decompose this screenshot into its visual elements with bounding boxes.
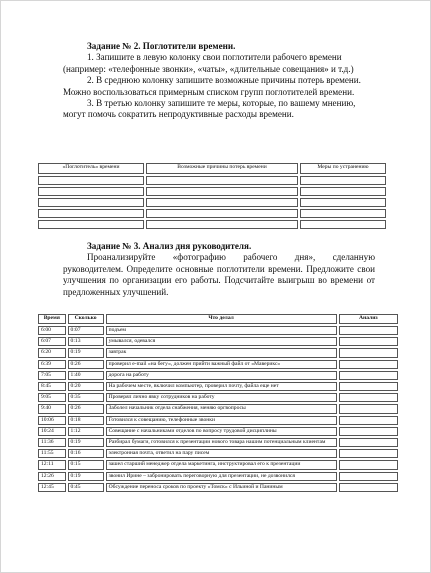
- table-row: [38, 460, 398, 469]
- duration-cell: 0:18: [68, 416, 104, 425]
- duration-cell: 0:13: [68, 337, 104, 346]
- duration-cell: 0:16: [68, 449, 104, 458]
- table-cell[interactable]: [146, 198, 298, 207]
- activity-cell: Заболел начальник отдела снабжения, меняю оргвопросы: [106, 404, 337, 413]
- header-analysis: Анализ: [339, 314, 398, 324]
- activity-cell: Готовился к совещанию, телефонные звонки: [106, 416, 337, 425]
- table-row: [38, 371, 398, 380]
- table-row: [38, 337, 398, 346]
- duration-cell: 0:20: [68, 382, 104, 391]
- time-cell: 9:05: [38, 393, 66, 402]
- table-row: [38, 483, 398, 492]
- table-row: [38, 393, 398, 402]
- duration-cell: 0:19: [68, 348, 104, 357]
- time-cell: 7:05: [38, 371, 66, 380]
- analysis-cell[interactable]: [339, 416, 398, 425]
- activity-cell: дорога на работу: [106, 371, 337, 380]
- task2-heading: Задание № 2. Поглотители времени.: [87, 41, 236, 51]
- activity-cell: проверил e-mail «на бегу», должен прийти важный файл от «Маверикс»: [106, 360, 337, 369]
- table-header-row: [38, 163, 386, 174]
- analysis-cell[interactable]: [339, 438, 398, 447]
- header-time-waster: «Поглотитель» времени: [38, 163, 144, 174]
- time-cell: 12:45: [38, 483, 66, 492]
- workday-analysis-table: [36, 312, 400, 494]
- table-row: [38, 176, 386, 185]
- duration-cell: 0:35: [68, 393, 104, 402]
- analysis-cell[interactable]: [339, 382, 398, 391]
- header-measures: Меры по устранению: [300, 163, 386, 174]
- analysis-cell[interactable]: [339, 472, 398, 481]
- table-row: [38, 438, 398, 447]
- time-cell: 10:06: [38, 416, 66, 425]
- task2-section: [63, 41, 375, 121]
- time-cell: 8:45: [38, 382, 66, 391]
- table-row: [38, 198, 386, 207]
- table-row: [38, 404, 398, 413]
- task2-paragraph-1: 1. Запишите в левую колонку свои поглотители рабочего времени (например: «телефонные звонки», «чаты», «длительные совещания» и т.д.): [63, 52, 354, 74]
- table-row: [38, 187, 386, 196]
- activity-cell: Проверял лично явку сотрудников на работу: [106, 393, 337, 402]
- header-causes: Возможные причины потерь времени: [146, 163, 298, 174]
- activity-cell: Обсуждение переноса сроков по проекту «Томск» с Ильиной и Паниным: [106, 483, 337, 492]
- table-cell[interactable]: [38, 209, 144, 218]
- analysis-cell[interactable]: [339, 404, 398, 413]
- task2-paragraph-3: 3. В третью колонку запишите те меры, которые, по вашему мнению, могут помочь сократить непродуктивные расходы времени.: [63, 98, 356, 120]
- analysis-cell[interactable]: [339, 483, 398, 492]
- table-cell[interactable]: [300, 198, 386, 207]
- duration-cell: 0:19: [68, 438, 104, 447]
- table-cell[interactable]: [146, 187, 298, 196]
- analysis-cell[interactable]: [339, 360, 398, 369]
- duration-cell: 0:19: [68, 472, 104, 481]
- analysis-cell[interactable]: [339, 337, 398, 346]
- activity-cell: завтрак: [106, 348, 337, 357]
- table-row: [38, 360, 398, 369]
- task3-section: [63, 241, 375, 298]
- table-row: [38, 220, 386, 229]
- analysis-cell[interactable]: [339, 371, 398, 380]
- table-cell[interactable]: [146, 176, 298, 185]
- time-cell: 12:11: [38, 460, 66, 469]
- activity-cell: Совещание с начальниками отделов по вопросу трудовой дисциплины: [106, 427, 337, 436]
- table-cell[interactable]: [300, 220, 386, 229]
- duration-cell: 1:40: [68, 371, 104, 380]
- time-wasters-table: [36, 161, 388, 231]
- table-row: [38, 449, 398, 458]
- time-cell: 11:36: [38, 438, 66, 447]
- header-duration: Сколько: [68, 314, 104, 324]
- analysis-cell[interactable]: [339, 326, 398, 335]
- task3-heading: Задание № 3. Анализ дня руководителя.: [87, 241, 252, 251]
- duration-cell: 0:07: [68, 326, 104, 335]
- table-header-row: [38, 314, 398, 324]
- activity-cell: зашел старший менеджер отдела маркетинга, инструктировал его к презентации: [106, 460, 337, 469]
- duration-cell: 0:45: [68, 483, 104, 492]
- time-cell: 10:24: [38, 427, 66, 436]
- table-row: [38, 416, 398, 425]
- table-cell[interactable]: [38, 198, 144, 207]
- analysis-cell[interactable]: [339, 348, 398, 357]
- analysis-cell[interactable]: [339, 460, 398, 469]
- time-cell: 6:00: [38, 326, 66, 335]
- time-cell: 6:39: [38, 360, 66, 369]
- task3-paragraph: Проанализируйте «фотографию рабочего дня», сделанную руководителем. Определите основные поглотители времени. Предложите свои улучшения по организации его работы. Подсчитайте выигрыш во времени от предложенных улучшений.: [63, 252, 375, 297]
- time-cell: 6:20: [38, 348, 66, 357]
- duration-cell: 0:26: [68, 404, 104, 413]
- activity-cell: умывался, одевался: [106, 337, 337, 346]
- activity-cell: Разбирал бумаги, готовился к презентации нового товара нашим потенциальным клиентам: [106, 438, 337, 447]
- time-cell: 9:40: [38, 404, 66, 413]
- activity-cell: На рабочем месте, включил компьютер, проверил почту, файла еще нет: [106, 382, 337, 391]
- table-row: [38, 427, 398, 436]
- analysis-cell[interactable]: [339, 427, 398, 436]
- table-row: [38, 326, 398, 335]
- table-cell[interactable]: [300, 176, 386, 185]
- task2-paragraph-2: 2. В среднюю колонку запишите возможные причины потерь времени. Можно воспользоваться примерным списком групп поглотителей времени.: [63, 75, 361, 97]
- table-cell[interactable]: [38, 187, 144, 196]
- table-cell[interactable]: [38, 220, 144, 229]
- activity-cell: звонил Ирине – забронировать переговорную для презентации, не дозвонился: [106, 472, 337, 481]
- duration-cell: 0:26: [68, 360, 104, 369]
- table-row: [38, 348, 398, 357]
- workday-table-body: [38, 326, 398, 492]
- header-time: Время: [38, 314, 66, 324]
- table-row: [38, 472, 398, 481]
- header-activity: Что делал: [106, 314, 337, 324]
- table-cell[interactable]: [146, 220, 298, 229]
- table-row: [38, 209, 386, 218]
- activity-cell: электронная почта, ответил на пару писем: [106, 449, 337, 458]
- duration-cell: 0:15: [68, 460, 104, 469]
- table-cell[interactable]: [300, 187, 386, 196]
- table-cell[interactable]: [300, 209, 386, 218]
- table-cell[interactable]: [38, 176, 144, 185]
- time-cell: 6:07: [38, 337, 66, 346]
- duration-cell: 1:12: [68, 427, 104, 436]
- analysis-cell[interactable]: [339, 393, 398, 402]
- time-cell: 11:55: [38, 449, 66, 458]
- table-cell[interactable]: [146, 209, 298, 218]
- activity-cell: подъем: [106, 326, 337, 335]
- time-cell: 12:26: [38, 472, 66, 481]
- analysis-cell[interactable]: [339, 449, 398, 458]
- table-row: [38, 382, 398, 391]
